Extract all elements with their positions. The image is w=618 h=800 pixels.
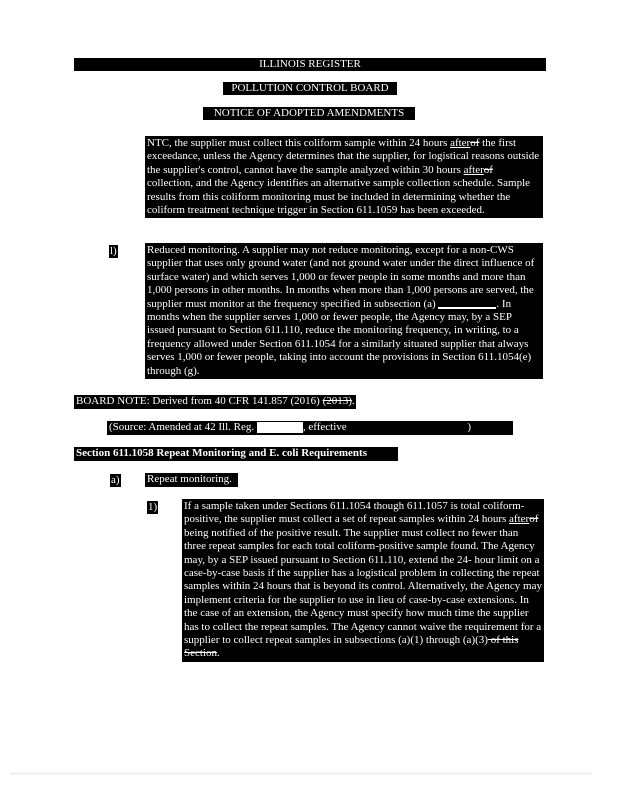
reduced-monitoring-paragraph: Reduced monitoring. A supplier may not reduce monitoring, except for a non-CWS supplier that uses only ground water (and not ground water under the direct influence of surface water) and which serves 1,000 or fewer people in some months and more than 1,000 persons in other months. In months when more than 1,000 persons are served, the supplier must monitor at the frequency specified in subsection (a) . In months when the supplier serves 1,000 or fewer people, the Agency may, by a SEP issued pursuant to Section 611.110, reduce the monitoring frequency, in writing, to a frequency allowed under Section 611.1054 for a similarly situated supplier that always serves 1,000 or fewer people, taking into account the provisions in Section 611.1054(e) through (g). (145, 243, 543, 379)
register-title: ILLINOIS REGISTER (259, 58, 361, 70)
repeat-monitoring-heading: Repeat monitoring. (145, 473, 238, 487)
redaction-mark (438, 299, 496, 309)
board-title: POLLUTION CONTROL BOARD (231, 82, 389, 94)
subsection-1-label: 1) (148, 501, 158, 513)
notice-header (203, 107, 415, 120)
board-header (223, 82, 397, 95)
source-line: (Source: Amended at 42 Ill. Reg. , effective ) (107, 421, 513, 435)
board-note: BOARD NOTE: Derived from 40 CFR 141.857 (2016) (2013). (76, 395, 355, 407)
subsection-l-label: l) (110, 245, 117, 257)
ntc-paragraph: NTC, the supplier must collect this coliform sample within 24 hours afterof the first exceedance, unless the Agency determines that the supplier, for logistical reasons outside the supplier's control, cannot have the sample analyzed within 30 hours afterof collection, and the Agency identifies an alternative sample collection schedule. Sample results from this coliform monitoring must be included in determining whether the coliform treatment technique trigger in Section 611.1059 has been exceeded. (145, 136, 543, 218)
notice-title: NOTICE OF ADOPTED AMENDMENTS (213, 107, 405, 119)
subsection-a-label: a) (111, 474, 120, 486)
page-bottom-rule (10, 772, 592, 775)
section-heading: Section 611.1058 Repeat Monitoring and E. coli Requirements (74, 447, 398, 461)
register-header (74, 58, 546, 71)
blank-register-field (257, 422, 303, 433)
repeat-samples-paragraph: If a sample taken under Sections 611.1054 though 611.1057 is total coliform-positive, the supplier must collect a set of repeat samples within 24 hours afterof being notified of the positive result. The supplier must collect no fewer than three repeat samples for each total coliform-positive sample found. The Agency may, by a SEP issued pursuant to Section 611.110, extend the 24- hour limit on a case-by-case basis if the supplier has a logistical problem in collecting the repeat samples within 24 hours that is beyond its control. Alternatively, the Agency may implement criteria for the supplier to use in lieu of case-by-case extensions. In the case of an extension, the Agency must specify how much time the supplier has to collect the repeat samples. The Agency cannot waive the requirement for a supplier to collect repeat samples in subsections (a)(1) through (a)(3) of this Section. (182, 499, 544, 662)
